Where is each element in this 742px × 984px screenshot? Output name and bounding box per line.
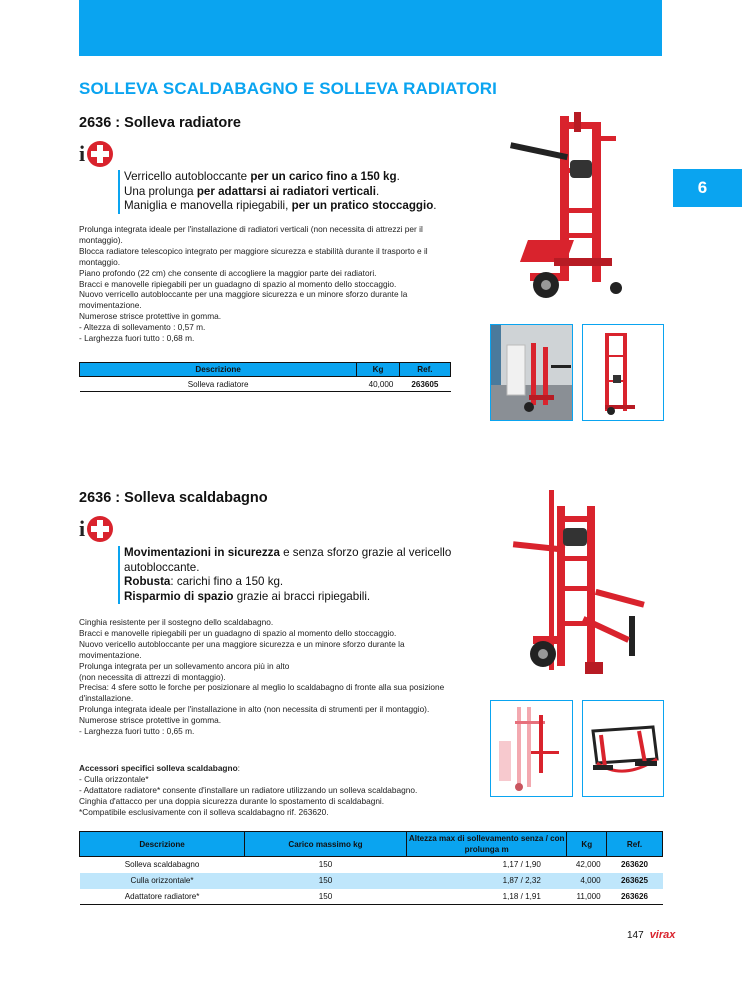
table-row: Solleva scaldabagno 150 1,17 / 1,90 42,000 263620 [124,860,649,870]
col-header: Carico massimo kg [245,832,407,857]
callout-line: Verricello autobloccante per un carico fino a 150 kg. [124,170,400,183]
photo-culla-orizzontale [490,700,573,797]
table-radiatore [79,362,451,392]
col-header: Ref. [399,363,450,377]
product-image-radiatore [498,108,646,310]
page-title: SOLLEVA SCALDABAGNO E SOLLEVA RADIATORI [79,79,497,98]
feature-callout-radiatore [118,170,437,214]
photo-radiatore-in-use [490,324,573,421]
red-cross-icon [86,515,114,543]
col-header: Descrizione [80,832,245,857]
swiss-quality-badge [79,515,114,543]
callout-line: autobloccante. [124,560,200,574]
section-title-radiatore: 2636 : Solleva radiatore [79,115,241,131]
table-scaldabagno [79,831,663,905]
page-number: 147 [627,929,644,941]
callout-line: Una prolunga per adattarsi ai radiatori verticali. [124,184,380,198]
accessories-title: Accessori specifici solleva scaldabagno [79,763,238,773]
red-cross-icon [86,140,114,168]
info-i-letter: i [79,516,86,541]
swiss-quality-badge [79,140,114,168]
description-scaldabagno: Cinghia resistente per il sostegno dello scaldabagno. Bracci e manovelle ripiegabili per un guadagno di spazio al momento dello stoccaggio. Nuovo vericello autobloccante per una maggiore sicurezza e un minore sforzo durante la movimentazione. Prolunga integrata per un sollevamento ancora più in alto (non necessita di attrezzi di montaggio). Precisa: 4 sfere sotto le forche per posizionare al meglio lo scaldabagno di fronte alla sua posizione d'installazione. Prolunga integrata ideale per l'installazione in alto (non necessita di strumenti per il montaggio). Numerose strisce protettive in gomma. - Larghezza fuori tutto : 0,65 m. [79,617,445,737]
info-i-letter: i [79,141,86,166]
accessories-block: Accessori specifici solleva scaldabagno: - Culla orizzontale* - Adattatore radiatore* consente d'installare un radiatore utilizzando un solleva scaldabagno. Cinghia d'attacco per una doppia sicurezza durante lo spostamento di scaldabagni. *Compatibile esclusivamente con il solleva scaldabagno rif. 263620. [79,763,418,817]
chapter-tab[interactable] [673,169,742,207]
col-header: Ref. [607,832,663,857]
accessories-text: - Culla orizzontale* - Adattatore radiatore* consente d'installare un radiatore utilizzando un solleva scaldabagno. Cinghia d'attacco per una doppia sicurezza durante lo spostamento di scaldabagni. *Compatibile esclusivamente con il solleva scaldabagno rif. 263620. [79,773,418,817]
brand-logo: virax [649,929,676,941]
callout-line: Maniglia e manovella ripiegabili, per un pratico stoccaggio. [124,199,437,212]
table-row: Culla orizzontale* 150 1,87 / 2,32 4,000 263625 [80,873,663,889]
photo-radiatore-folded [582,324,664,421]
table-row: Solleva radiatore 40,000 263605 [187,379,439,389]
photo-adattatore-radiatore [582,700,664,797]
col-header: Descrizione [80,363,357,377]
page-footer [627,929,675,941]
description-radiatore: Prolunga integrata ideale per l'installazione di radiatori verticali (non necessita di attrezzi per il montaggio). Blocca radiatore telescopico integrato per maggiore sicurezza e stabilità durante il trasporto e il montaggio. Piano profondo (22 cm) che consente di accogliere la maggior parte dei radiatori. Bracci e manovelle ripiegabili per un guadagno di spazio al momento dello stoccaggio. Nuovo verricello autobloccante per una maggiore sicurezza e un minore sforzo durante la movimentazione. Numerose strisce protettive in gomma. - Altezza di sollevamento : 0,57 m. - Larghezza fuori tutto : 0,68 m. [79,224,428,344]
callout-line: Robusta: carichi fino a 150 kg. [124,575,284,588]
col-header: Kg [567,832,607,857]
feature-callout-scaldabagno [118,546,451,604]
col-header: Altezza max di sollevamento senza / con prolunga m [406,832,567,857]
chapter-number: 6 [697,178,708,197]
table-row: Adattatore radiatore* 150 1,18 / 1,91 11,000 263626 [124,891,649,901]
top-color-band [79,0,662,56]
product-image-scaldabagno [505,486,645,690]
callout-line: Risparmio di spazio grazie ai bracci ripiegabili. [124,589,371,603]
callout-line: Movimentazioni in sicurezza e senza sforzo grazie al vericello [124,546,452,559]
col-header: Kg [357,363,400,377]
section-title-scaldabagno: 2636 : Solleva scaldabagno [79,490,268,506]
